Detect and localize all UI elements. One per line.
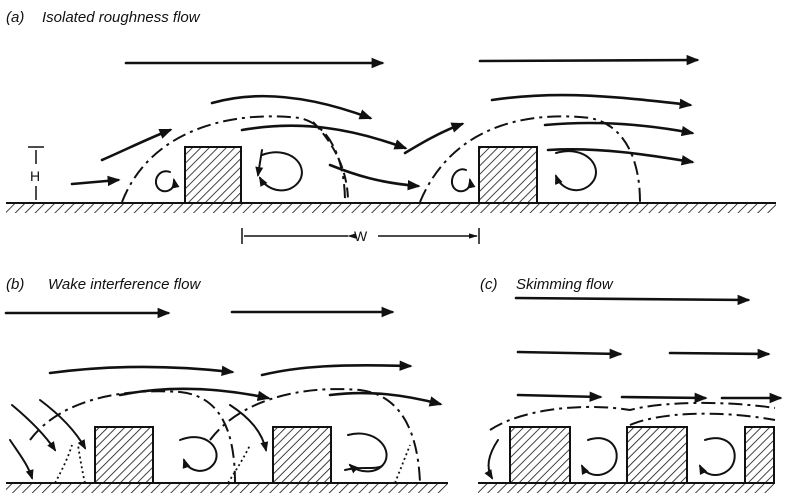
- panel-a-building-1: [185, 147, 241, 203]
- panel-a-title: Isolated roughness flow: [42, 9, 200, 26]
- panel-c-ground: [478, 483, 774, 493]
- panel-c-building-1: [510, 427, 570, 483]
- panel-b-building-2: [273, 427, 331, 483]
- panel-a-upwind-arrow-1: [102, 130, 170, 160]
- panel-b-down-arrow-3: [10, 440, 32, 478]
- panel-a-front-vortex-2: [452, 169, 470, 191]
- panel-b-flow-arrow-2: [262, 365, 410, 375]
- panel-c-upwind-vortex: [489, 440, 498, 478]
- panel-c-envelope-lower: [630, 414, 775, 425]
- panel-b-dotted-2: [78, 445, 85, 483]
- panel-c-freestream-arrow: [516, 298, 748, 300]
- panel-a-wake-arrow-1: [330, 165, 418, 186]
- panel-b-down-arrow-2: [40, 400, 85, 448]
- panel-b-dotted-4: [395, 445, 410, 483]
- panel-a-w-label: W: [354, 228, 368, 244]
- panel-b-label: (b): [6, 276, 25, 293]
- panel-c-title: Skimming flow: [516, 276, 613, 293]
- panel-a: [6, 9, 776, 244]
- panel-b-dotted-1: [55, 445, 72, 483]
- panel-a-h-label: H: [30, 168, 41, 184]
- panel-a-freestream-arrow-2: [480, 60, 697, 61]
- panel-b-flow-arrow-1: [50, 367, 232, 373]
- panel-c-envelope: [490, 403, 775, 430]
- panel-c-flow-arrow-1: [518, 352, 620, 354]
- panel-c-building-2: [627, 427, 687, 483]
- panel-a-label: (a): [6, 9, 25, 26]
- panel-b-down-arrow-4: [230, 405, 266, 450]
- panel-a-flow-arrow-3: [242, 126, 405, 148]
- panel-c-label: (c): [480, 276, 498, 293]
- panel-b-flow-arrow-3: [120, 389, 268, 398]
- panel-a-flow-arrow-2: [492, 95, 690, 105]
- panel-c-vortex-1: [582, 438, 617, 475]
- panel-b-building-1: [95, 427, 153, 483]
- panel-b-dotted-3: [228, 445, 250, 483]
- panel-a-vortex-1: [260, 152, 302, 190]
- panel-a-flow-arrow-1: [212, 96, 370, 118]
- panel-b: [6, 276, 448, 493]
- panel-a-upwind-arrow-2: [72, 180, 118, 184]
- panel-a-wake-boundary-1: [313, 122, 348, 202]
- panel-c-flow-arrow-2: [670, 353, 768, 354]
- panel-c: [478, 276, 780, 493]
- panel-a-front-vortex-1: [156, 171, 174, 191]
- panel-a-vortex-2: [556, 151, 596, 190]
- panel-c-vortex-2: [700, 438, 735, 475]
- panel-a-ground: [6, 203, 776, 213]
- panel-c-flow-arrow-3: [518, 395, 600, 397]
- panel-c-flow-arrow-4: [622, 397, 705, 398]
- panel-b-down-arrow-1: [12, 405, 55, 450]
- panel-b-title: Wake interference flow: [48, 276, 201, 293]
- panel-c-building-3: [745, 427, 774, 483]
- panel-a-building-2: [479, 147, 537, 203]
- panel-a-flow-arrow-4: [545, 123, 692, 133]
- panel-a-upwind-arrow-3: [405, 124, 462, 153]
- panel-b-vortex-1: [180, 437, 217, 471]
- panel-b-ground: [6, 483, 448, 493]
- panel-a-vortex-1-inner: [258, 150, 262, 175]
